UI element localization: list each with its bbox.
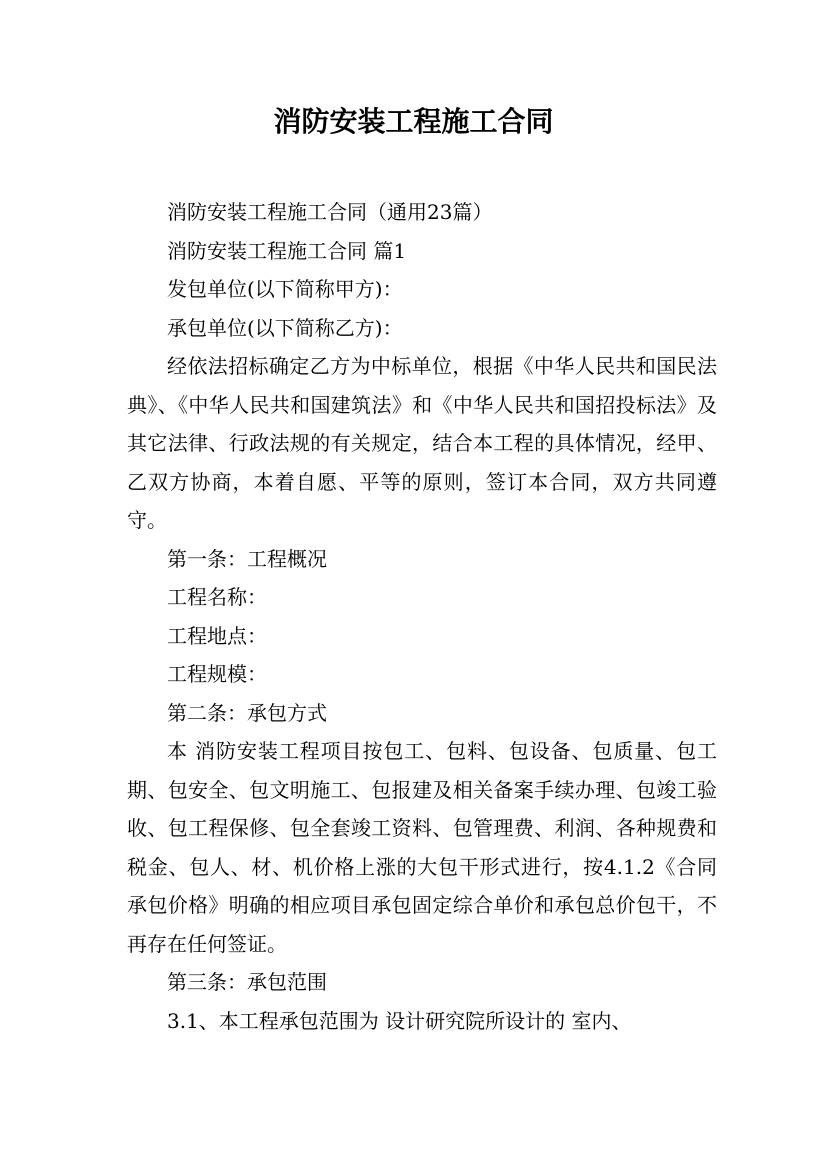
paragraph-contract-method: 本 消防安装工程项目按包工、包料、包设备、包质量、包工期、包安全、包文明施工、包报建及相关备案手续办理、包竣工验收、包工程保修、包全套竣工资料、包管理费、利润、各种规费和税金、包人、材、机价格上涨的大包干形式进行，按4.1.2《合同承包价格》明确的相应项目承包固定综合单价和承包总价包干，不再存在任何签证。 (127, 739, 717, 956)
document-title: 消防安装工程施工合同 (273, 105, 554, 138)
document-body (127, 193, 717, 1040)
paragraph-scope: 3.1、本工程承包范围为 设计研究院所设计的 室内、 (167, 1008, 632, 1033)
paragraph-subtitle: 消防安装工程施工合同（通用23篇） (167, 200, 493, 224)
paragraph-project-scale: 工程规模： (167, 662, 267, 686)
paragraph-preamble: 经依法招标确定乙方为中标单位，根据《中华人民共和国民法典》、《中华人民共和国建筑法》和《中华人民共和国招投标法》及其它法律、行政法规的有关规定，结合本工程的具体情况，经甲、乙双方协商，本着自愿、平等的原则，签订本合同，双方共同遵守。 (127, 354, 717, 532)
paragraph-contractor: 承包单位(以下简称乙方)： (167, 315, 403, 340)
paragraph-section-heading: 消防安装工程施工合同 篇1 (167, 238, 407, 263)
paragraph-employer: 发包单位(以下简称甲方)： (167, 277, 403, 301)
paragraph-article-2: 第二条：承包方式 (167, 700, 327, 725)
paragraph-project-name: 工程名称： (167, 585, 267, 609)
paragraph-article-1: 第一条：工程概况 (167, 546, 327, 571)
paragraph-article-3: 第三条：承包范围 (167, 970, 327, 994)
paragraph-project-location: 工程地点： (167, 623, 267, 648)
